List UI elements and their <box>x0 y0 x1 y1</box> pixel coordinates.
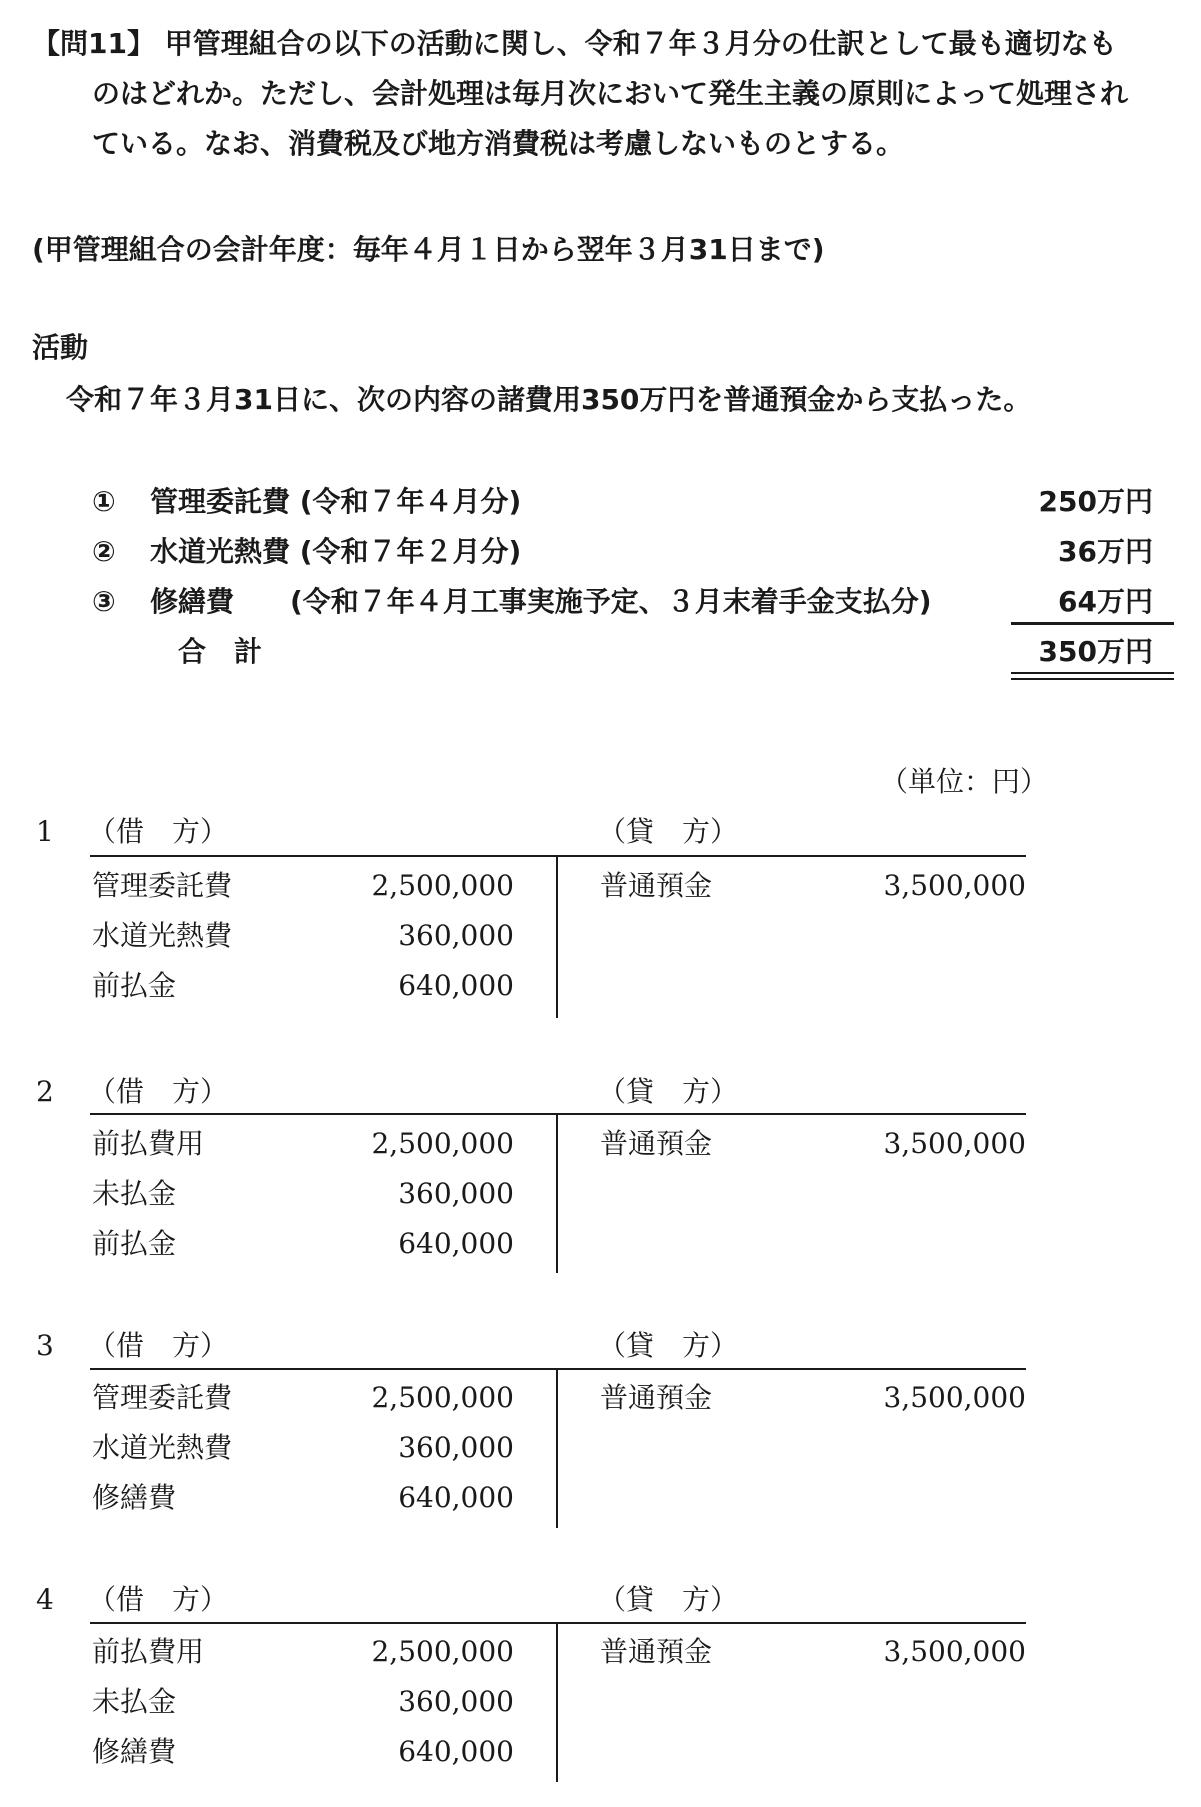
journal-divider <box>556 1113 558 1273</box>
debit-amount: 360,000 <box>398 1431 514 1464</box>
total-double-underline-top <box>1011 672 1174 674</box>
debit-amount: 640,000 <box>398 1735 514 1768</box>
credit-header: （貸 方） <box>598 1075 739 1108</box>
debit-amount: 640,000 <box>398 1481 514 1514</box>
journal-header-line <box>90 1368 1026 1370</box>
debit-account: 修繕費 <box>92 1735 177 1768</box>
item-name: 修繕費 (令和７年４月工事実施予定、３月末着手金支払分) <box>150 585 932 618</box>
fiscal-year-note: (甲管理組合の会計年度：毎年４月１日から翌年３月31日まで) <box>32 233 825 266</box>
debit-account: 前払費用 <box>92 1127 205 1160</box>
question-line-2: のはどれか。ただし、会計処理は毎月次において発生主義の原則によって処理され <box>92 77 1129 110</box>
debit-account: 未払金 <box>92 1177 177 1210</box>
debit-account: 水道光熱費 <box>92 919 233 952</box>
item-number: ① <box>92 485 116 518</box>
credit-amount: 3,500,000 <box>883 1381 1026 1414</box>
debit-header: （借 方） <box>88 1075 229 1108</box>
option-number: 4 <box>36 1583 54 1616</box>
journal-divider <box>556 855 558 1018</box>
debit-amount: 2,500,000 <box>371 1381 514 1414</box>
debit-amount: 360,000 <box>398 1177 514 1210</box>
item-name: 管理委託費 (令和７年４月分) <box>150 485 522 518</box>
credit-header: （貸 方） <box>598 1583 739 1616</box>
item-amount: 250万円 <box>1038 485 1153 518</box>
question-line-1: 【問11】 甲管理組合の以下の活動に関し、令和７年３月分の仕訳として最も適切なも <box>32 27 1117 60</box>
activity-body: 令和７年３月31日に、次の内容の諸費用350万円を普通預金から支払った。 <box>66 383 1032 416</box>
subtotal-underline <box>1011 622 1174 625</box>
total-amount: 350万円 <box>1038 635 1153 668</box>
credit-header: （貸 方） <box>598 1329 739 1362</box>
credit-amount: 3,500,000 <box>883 1635 1026 1668</box>
debit-account: 管理委託費 <box>92 1381 233 1414</box>
activity-title: 活動 <box>32 331 89 364</box>
option-number: 2 <box>36 1075 54 1108</box>
item-name: 水道光熱費 (令和７年２月分) <box>150 535 522 568</box>
debit-account: 前払金 <box>92 1227 177 1260</box>
debit-amount: 640,000 <box>398 969 514 1002</box>
debit-account: 水道光熱費 <box>92 1431 233 1464</box>
debit-header: （借 方） <box>88 1583 229 1616</box>
credit-header: （貸 方） <box>598 815 739 848</box>
debit-header: （借 方） <box>88 1329 229 1362</box>
credit-amount: 3,500,000 <box>883 869 1026 902</box>
debit-account: 前払金 <box>92 969 177 1002</box>
option-number: 1 <box>36 815 54 848</box>
item-number: ② <box>92 535 116 568</box>
credit-account: 普通預金 <box>600 1127 713 1160</box>
debit-account: 未払金 <box>92 1685 177 1718</box>
total-double-underline-bottom <box>1011 678 1174 680</box>
item-amount: 36万円 <box>1058 535 1153 568</box>
debit-amount: 2,500,000 <box>371 1635 514 1668</box>
debit-account: 前払費用 <box>92 1635 205 1668</box>
debit-amount: 2,500,000 <box>371 869 514 902</box>
journal-header-line <box>90 1113 1026 1115</box>
debit-header: （借 方） <box>88 815 229 848</box>
journal-divider <box>556 1622 558 1782</box>
question-line-3: ている。なお、消費税及び地方消費税は考慮しないものとする。 <box>92 127 905 160</box>
credit-account: 普通預金 <box>600 869 713 902</box>
debit-amount: 360,000 <box>398 1685 514 1718</box>
journal-header-line <box>90 855 1026 857</box>
credit-account: 普通預金 <box>600 1635 713 1668</box>
item-amount: 64万円 <box>1058 585 1153 618</box>
journal-header-line <box>90 1622 1026 1624</box>
option-number: 3 <box>36 1329 54 1362</box>
debit-amount: 2,500,000 <box>371 1127 514 1160</box>
debit-account: 管理委託費 <box>92 869 233 902</box>
item-number: ③ <box>92 585 116 618</box>
journal-divider <box>556 1368 558 1528</box>
credit-account: 普通預金 <box>600 1381 713 1414</box>
debit-account: 修繕費 <box>92 1481 177 1514</box>
total-label: 合 計 <box>178 635 263 668</box>
unit-label: （単位：円） <box>880 765 1049 798</box>
debit-amount: 360,000 <box>398 919 514 952</box>
credit-amount: 3,500,000 <box>883 1127 1026 1160</box>
debit-amount: 640,000 <box>398 1227 514 1260</box>
